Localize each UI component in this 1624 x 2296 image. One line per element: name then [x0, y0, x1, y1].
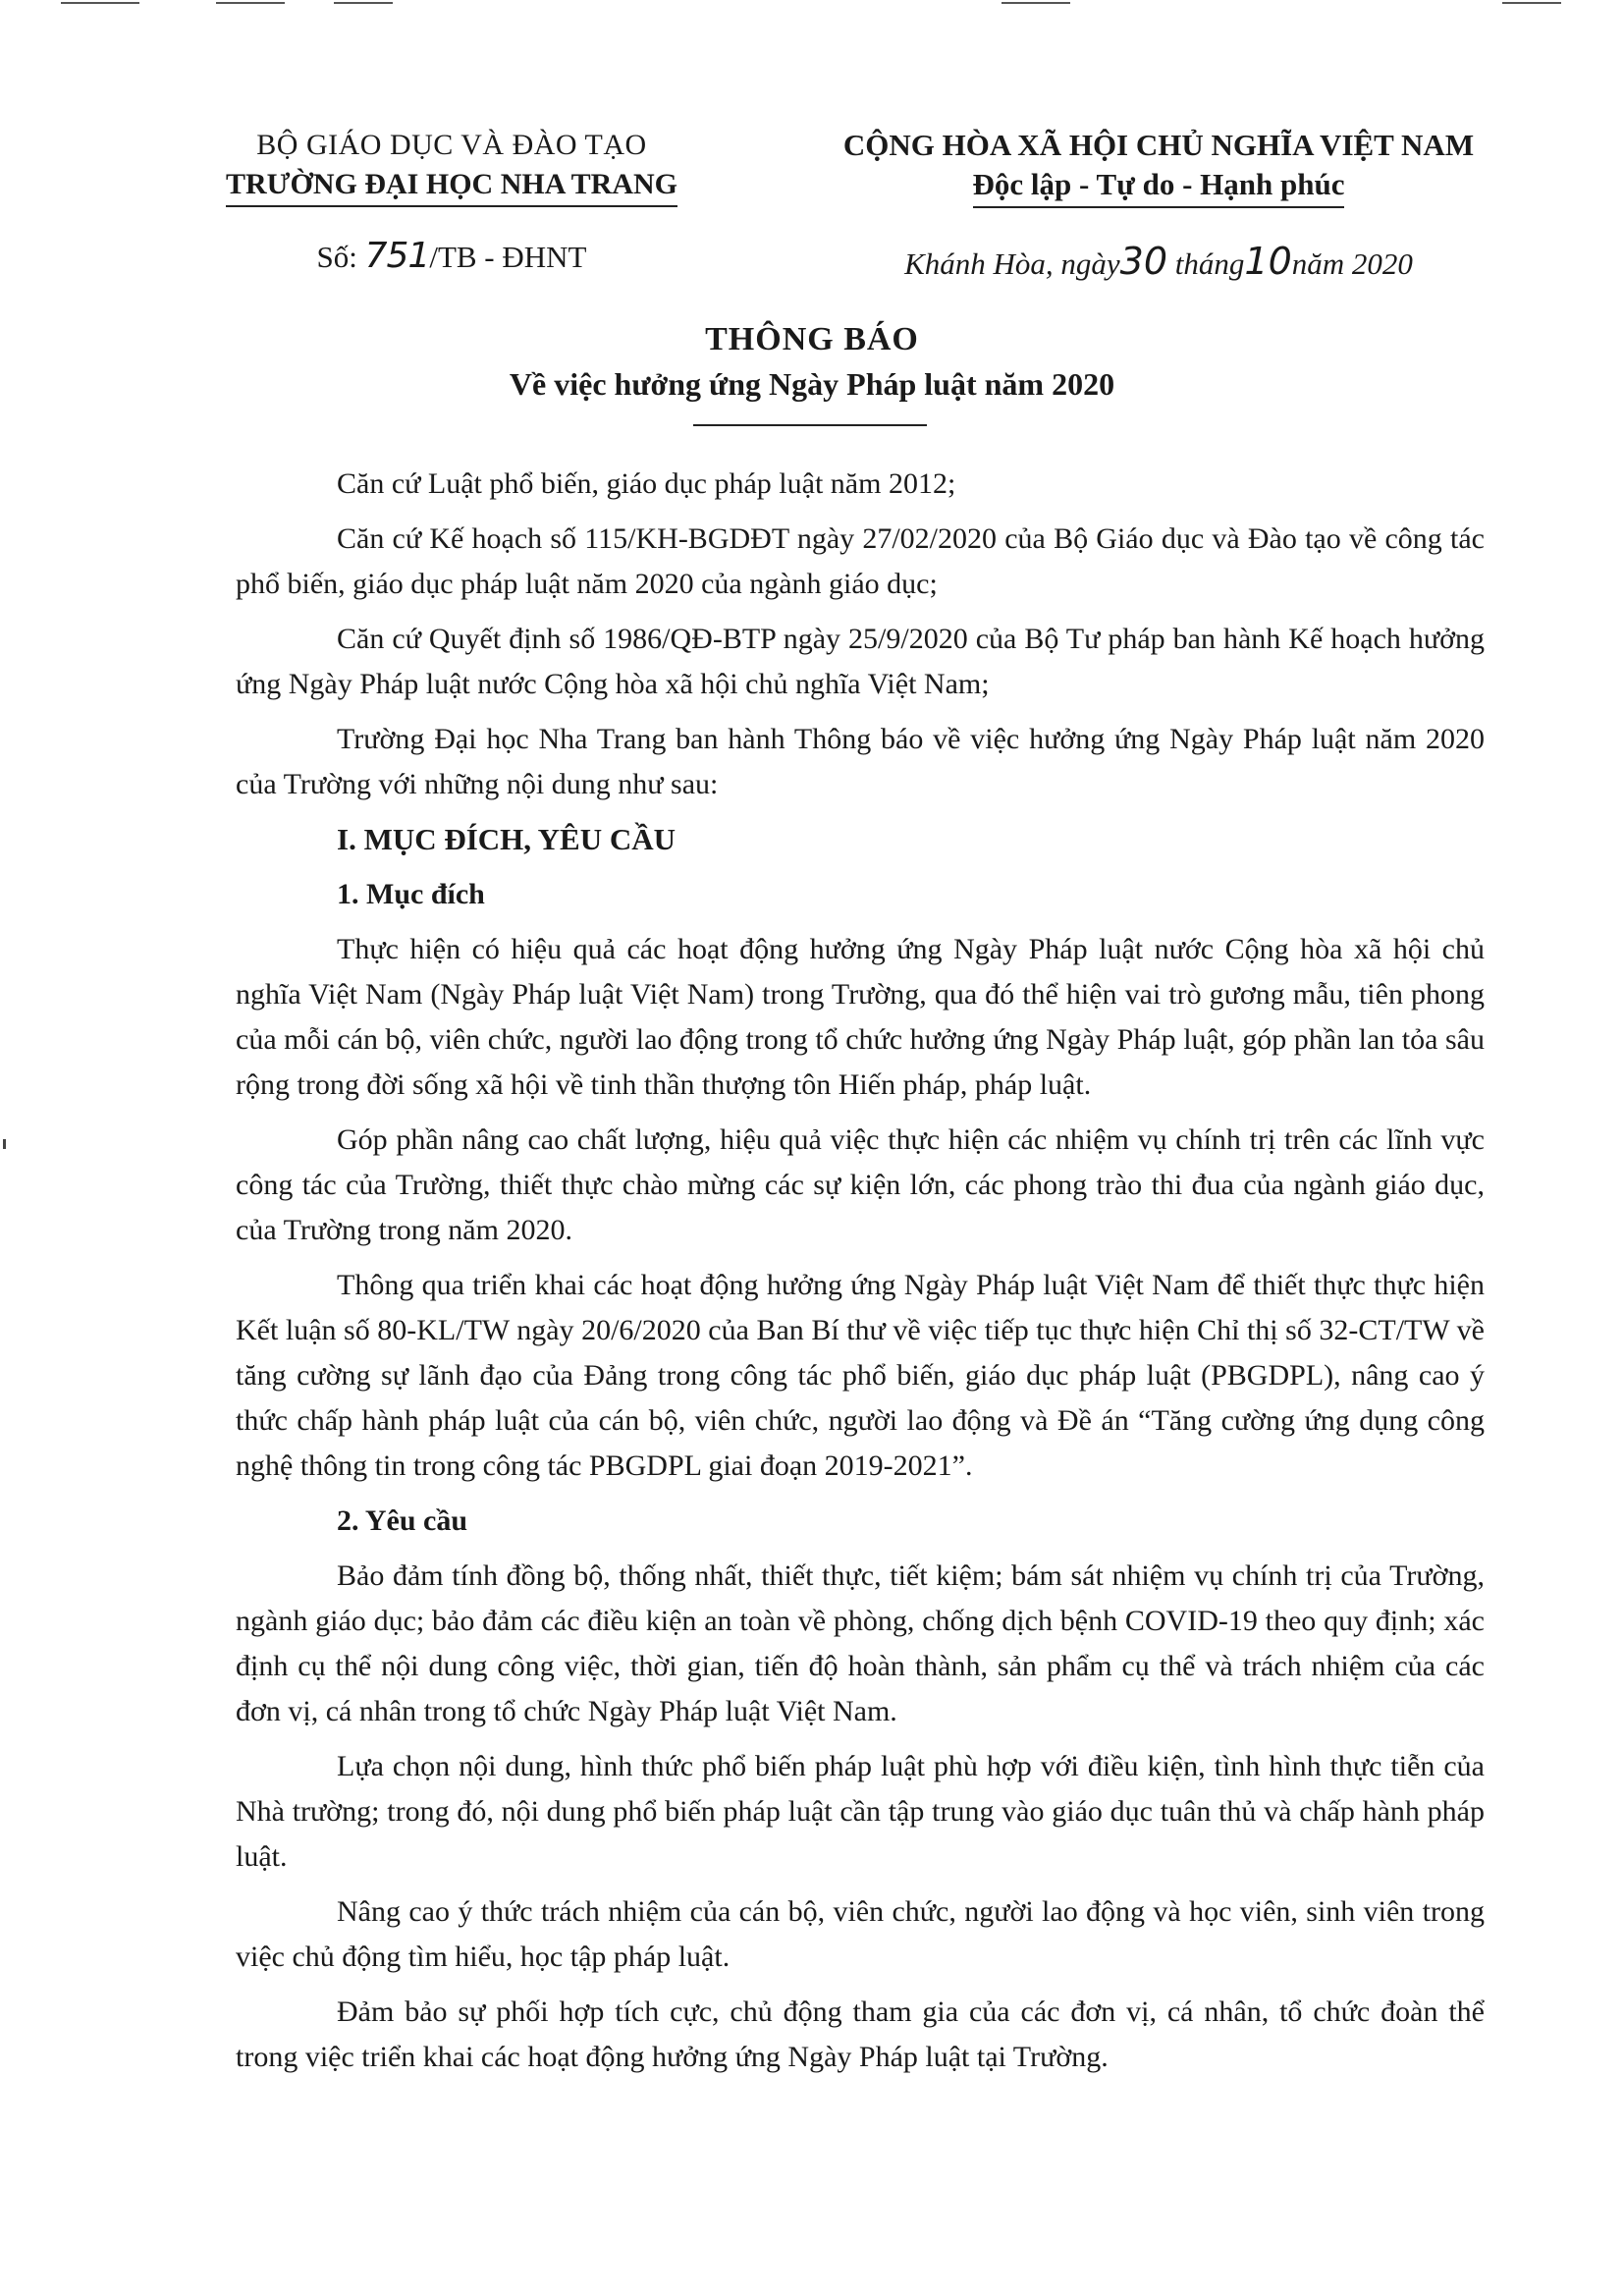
document-number: Số: 751/TB - ĐHNT — [316, 236, 587, 276]
body-paragraph: Thông qua triển khai các hoạt động hưởng ứng Ngày Pháp luật Việt Nam để thiết thực thực hiện Kết luận số 80-KL/TW ngày 20/6/2020 của Ban Bí thư về việc tiếp tục thực hiện Chỉ thị số 32-CT/TW về tăng cường sự lãnh đạo của Đảng trong công tác phổ biến, giáo dục pháp luật (PBGDPL), nâng cao ý thức chấp hành pháp luật của cán bộ, viên chức, người lao động và Đề án “Tăng cường ứng dụng công nghệ thông tin trong công tác PBGDPL giai đoạn 2019-2021”. — [236, 1269, 1485, 1482]
preamble-paragraph: Trường Đại học Nha Trang ban hành Thông báo về việc hưởng ứng Ngày Pháp luật năm 2020 của Trường với những nội dung như sau: — [236, 723, 1485, 800]
body-paragraph: Góp phần nâng cao chất lượng, hiệu quả việc thực hiện các nhiệm vụ chính trị trên các lĩnh vực công tác của Trường, thiết thực chào mừng các sự kiện lớn, các phong trào thi đua của ngành giáo dục, của Trường trong năm 2020. — [236, 1123, 1485, 1246]
issue-date: Khánh Hòa, ngày30 tháng10năm 2020 — [904, 240, 1413, 283]
body-paragraph: Đảm bảo sự phối hợp tích cực, chủ động tham gia của các đơn vị, cá nhân, tổ chức đoàn thể trong việc triển khai các hoạt động hưởng ứng Ngày Pháp luật tại Trường. — [236, 1995, 1485, 2073]
section-heading: I. MỤC ĐÍCH, YÊU CẦU — [337, 822, 677, 856]
handwritten-month: 10 — [1244, 240, 1292, 283]
document-title: THÔNG BÁO — [705, 321, 919, 357]
scan-artifact — [334, 2, 393, 4]
scan-artifact — [1502, 2, 1561, 4]
preamble-paragraph: Căn cứ Quyết định số 1986/QĐ-BTP ngày 25/9/2020 của Bộ Tư pháp ban hành Kế hoạch hưởng ứng Ngày Pháp luật nước Cộng hòa xã hội chủ nghĩa Việt Nam; — [236, 623, 1485, 700]
subsection-heading: 2. Yêu cầu — [337, 1504, 468, 1537]
scan-artifact — [1001, 2, 1070, 4]
preamble-paragraph: Căn cứ Kế hoạch số 115/KH-BGDĐT ngày 27/02/2020 của Bộ Giáo dục và Đào tạo về công tác phổ biến, giáo dục pháp luật năm 2020 của ngành giáo dục; — [236, 522, 1485, 600]
handwritten-day: 30 — [1119, 240, 1168, 283]
subsection-heading: 1. Mục đích — [337, 878, 485, 910]
school-name: TRƯỜNG ĐẠI HỌC NHA TRANG — [226, 165, 677, 207]
body-paragraph: Thực hiện có hiệu quả các hoạt động hưởng ứng Ngày Pháp luật nước Cộng hòa xã hội chủ nghĩa Việt Nam (Ngày Pháp luật Việt Nam) trong Trường, qua đó thể hiện vai trò gương mẫu, tiên phong của mỗi cán bộ, viên chức, người lao động trong tổ chức hưởng ứng Ngày Pháp luật, góp phần lan tỏa sâu rộng trong đời sống xã hội về tinh thần thượng tôn Hiến pháp, pháp luật. — [236, 933, 1485, 1101]
title-underline — [693, 424, 927, 426]
handwritten-number: 751 — [364, 236, 430, 276]
issuer-block — [187, 126, 717, 277]
document-body — [236, 462, 1485, 2090]
scan-artifact — [3, 1139, 6, 1149]
scan-artifact — [61, 2, 139, 4]
national-motto: Độc lập - Tự do - Hạnh phúc — [973, 165, 1345, 208]
body-paragraph: Bảo đảm tính đồng bộ, thống nhất, thiết thực, tiết kiệm; bám sát nhiệm vụ chính trị của Trường, ngành giáo dục; bảo đảm các điều kiện an toàn về phòng, chống dịch bệnh COVID-19 theo quy định; xác định cụ thể nội dung công việc, thời gian, tiến độ hoàn thành, sản phẩm cụ thể và trách nhiệm của các đơn vị, cá nhân trong tổ chức Ngày Pháp luật Việt Nam. — [236, 1559, 1485, 1727]
national-header — [785, 126, 1532, 284]
document-subtitle: Về việc hưởng ứng Ngày Pháp luật năm 2020 — [509, 366, 1115, 402]
republic-name: CỘNG HÒA XÃ HỘI CHỦ NGHĨA VIỆT NAM — [842, 128, 1475, 162]
preamble-paragraph: Căn cứ Luật phổ biến, giáo dục pháp luật năm 2012; — [337, 467, 956, 500]
body-paragraph: Nâng cao ý thức trách nhiệm của cán bộ, viên chức, người lao động và học viên, sinh viên trong việc chủ động tìm hiểu, học tập pháp luật. — [236, 1895, 1485, 1973]
body-paragraph: Lựa chọn nội dung, hình thức phổ biến pháp luật phù hợp với điều kiện, tình hình thực tiễn của Nhà trường; trong đó, nội dung phổ biến pháp luật cần tập trung vào giáo dục tuân thủ và chấp hành pháp luật. — [236, 1750, 1485, 1873]
ministry-name: BỘ GIÁO DỤC VÀ ĐÀO TẠO — [256, 129, 647, 161]
scan-artifact — [216, 2, 285, 4]
